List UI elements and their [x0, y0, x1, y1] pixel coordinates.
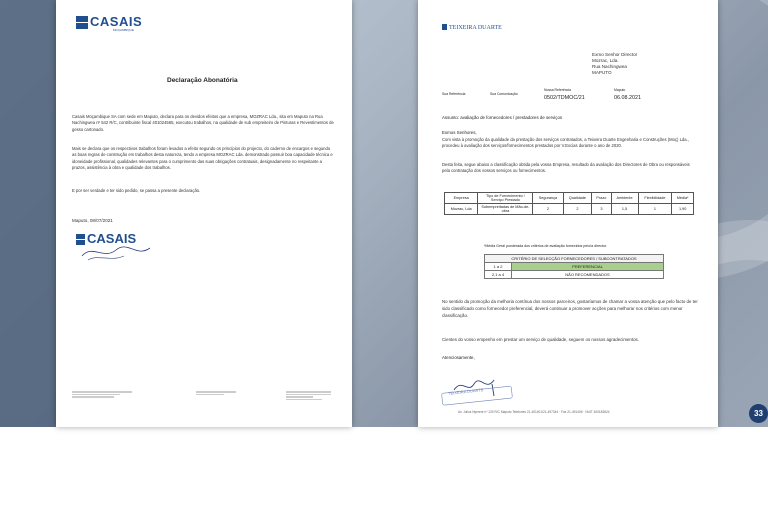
- criteria-title: CRITÉRIO DE SELECÇÃO FORNECEDORES / SUBCONTRATADOS: [485, 255, 664, 263]
- table-row: [445, 204, 694, 215]
- table-header: Ambiente: [611, 193, 638, 204]
- footer-block: [196, 390, 236, 396]
- teixeira-duarte-letter-page: [418, 0, 718, 427]
- ref-label: Sua Comunicação: [490, 92, 518, 96]
- paragraph: Casais Moçambique SA com sede em Maputo, declara para os devidos efeitos que a empresa, MOZRAC Lda., sita em Maputo na Rua Nachingwea nº 542 R/C, contribuinte fiscal 401024565, executou trabalhos, na qualidade de sub empreiteiro de Pinturas e Revestimentos de gesso cartonado.: [72, 114, 334, 132]
- criteria-range: 2,1 a 4: [485, 271, 512, 279]
- criteria-table: [484, 254, 664, 279]
- closing: Atenciosamente,: [442, 355, 475, 360]
- salutation: Exmos Senhores,: [442, 130, 477, 135]
- signature-icon: [74, 230, 154, 265]
- paragraph: Desta feita, segue abaixo a classificação obtida pela vossa Empresa, resultado da avaliação dos Directores de Obra ou responsáveis pela contratação dos vossos serviços ou fornecimentos.: [442, 162, 690, 174]
- subject-line: Assunto: avaliação de fornecedores / prestadores de serviços: [442, 115, 563, 120]
- table-cell: 2: [533, 204, 563, 215]
- table-cell: 1,5: [611, 204, 638, 215]
- table-cell: 1,90: [672, 204, 694, 215]
- ref-label: Sua Referência: [442, 92, 466, 96]
- table-header: Prazo: [592, 193, 611, 204]
- table-header: Qualidade: [563, 193, 592, 204]
- letter-footer: Av. Julius Nyerere nº 130 R/C Maputo Telefones 21-401401/21-497344 · Fax 21-491406 · NUIT 400183624: [458, 410, 610, 414]
- our-reference: 0502/TDMOC/21: [544, 95, 585, 101]
- table-cell: 3: [592, 204, 611, 215]
- evaluation-table: [444, 192, 694, 215]
- table-cell: 2: [563, 204, 592, 215]
- paragraph: E por ser verdade e ter sido pedido, se passa a presente declaração.: [72, 188, 201, 193]
- ref-label: Nossa Referência: [544, 88, 571, 92]
- casais-stamp-logo: CASAIS: [74, 230, 154, 265]
- ref-label: Maputo: [614, 88, 626, 92]
- table-row: [485, 271, 664, 279]
- table-header: Média*: [672, 193, 694, 204]
- criteria-range: 1 a 2: [485, 263, 512, 271]
- table-header: Empresa: [445, 193, 478, 204]
- stamp-text: TEIXEIRA DUARTE: [447, 387, 484, 396]
- table-footnote: *Média Geral ponderada dos critérios de avaliação fornecidos pelo/a director.: [484, 244, 607, 248]
- casais-logo: CASAIS MOÇAMBIQUE: [76, 14, 138, 32]
- date-line: Maputo, 08/07/2021: [72, 218, 113, 223]
- paragraph: Com vista à promoção da qualidade da prestação dos serviços contratados, a Teixeira Duarte Engenharia e Construções (Moç) Lda., procedeu à avaliação dos serviços/fornecimentos prestados por V.Excias durante o ano de 2020.: [442, 137, 689, 149]
- criteria-label: PREFERENCIAL: [512, 263, 664, 271]
- table-cell: 1: [638, 204, 672, 215]
- paragraph: Mais se declara que os respectivos trabalhos foram levados a efeito segundo os princípios do projecto, do caderno de encargos e segundo as boas regras de construção em trabalhos desta natureza, tendo a empresa MOZRAC Lda. demonstrado possuir boa capacidade técnica e idoneidade profissional, qualidades relevantes para o cumprimento das suas obrigações contratuais, designadamente no respeitante a prazos, assistência à obra e qualidade dos trabalhos.: [72, 146, 333, 170]
- table-row: [485, 263, 664, 271]
- table-cell: Mozrac, Lda: [445, 204, 478, 215]
- page-number-badge: 33: [749, 404, 768, 423]
- casais-declaration-page: [56, 0, 352, 427]
- table-header-row: [445, 193, 694, 204]
- paragraph: No sentido da promoção da melhoria contínua dos nossos parceiros, gostaríamos de chamar a vossa atenção que pelo facto de ter sido classificado como fornecedor preferencial, deverá continuar a promover acções para melhorar nos critérios com menor classificação.: [442, 299, 698, 318]
- letter-date: 06.08.2021: [614, 95, 641, 101]
- addressee-block: Exmo Senhor Director Mozrac, Lda. Rua Nachingwea MAPUTO: [592, 52, 638, 75]
- document-title: Declaração Abonatória: [167, 77, 238, 84]
- paragraph: Cientes do vosso empenho em prestar um serviço de qualidade, seguem os nossos agradecimentos.: [442, 337, 639, 342]
- table-header: Flexibilidade: [638, 193, 672, 204]
- criteria-label: NÃO RECOMENDADOS: [512, 271, 664, 279]
- table-header: Tipo de Fornecimento / Serviço Prestado: [478, 193, 533, 204]
- teixeira-duarte-logo: TEIXEIRA DUARTE: [442, 24, 502, 31]
- table-cell: Subempreitadas de Mão-de-obra: [478, 204, 533, 215]
- footer-block: [286, 390, 331, 401]
- table-header: Segurança: [533, 193, 563, 204]
- footer-block: [72, 390, 132, 399]
